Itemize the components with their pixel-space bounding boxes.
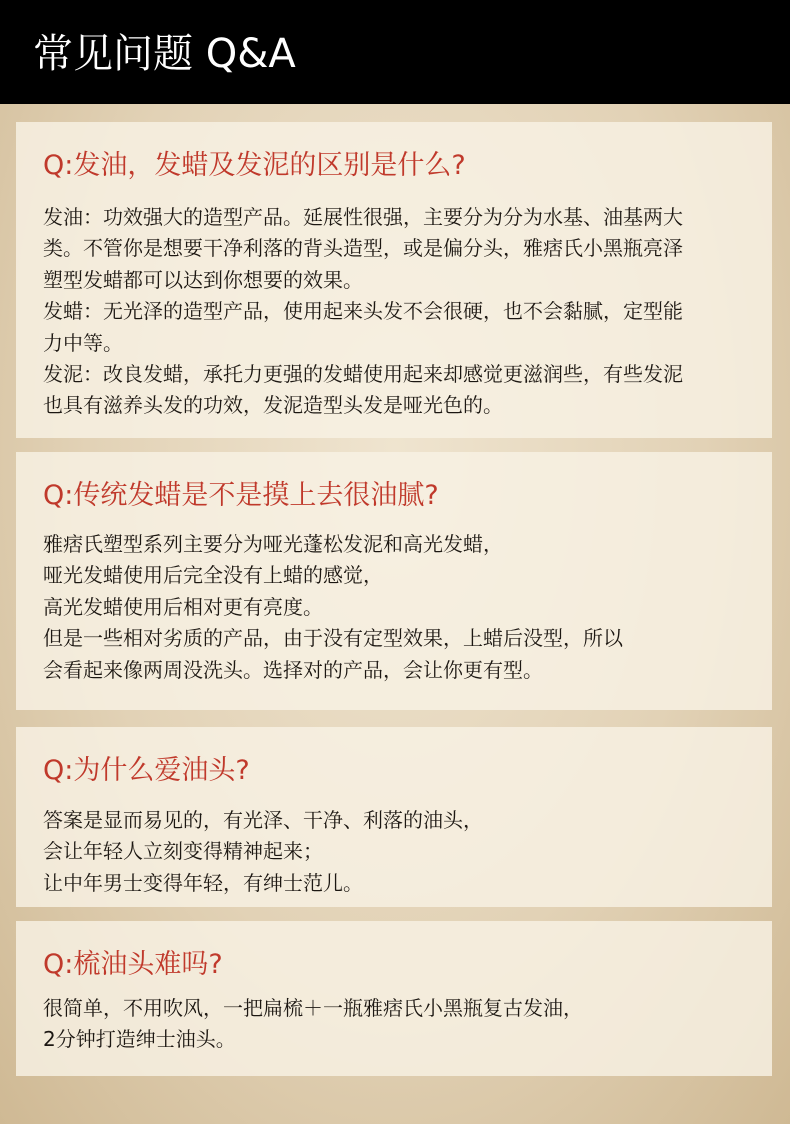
- answer-line: 类。不管你是想要干净利落的背头造型，或是偏分头，雅痞氏小黑瓶亮泽: [43, 236, 683, 261]
- page-title: 常见问题 Q&A: [33, 31, 296, 77]
- answer-line: 也具有滋养头发的功效，发泥造型头发是哑光色的。: [43, 393, 503, 418]
- answer-line: 发油：功效强大的造型产品。延展性很强，主要分为分为水基、油基两大: [43, 205, 683, 229]
- answer-line: 让中年男士变得年轻，有绅士范儿。: [43, 870, 363, 895]
- answer-line: 会看起来像两周没洗头。选择对的产品，会让你更有型。: [43, 657, 543, 682]
- faq-question: Q:梳油头难吗?: [43, 949, 223, 980]
- faq-question: Q:传统发蜡是不是摸上去很油腻?: [43, 480, 439, 511]
- answer-line: 高光发蜡使用后相对更有亮度。: [43, 594, 323, 619]
- answer-line: 发蜡：无光泽的造型产品，使用起来头发不会很硬，也不会黏腻，定型能: [43, 299, 683, 324]
- answer-line: 力中等。: [43, 330, 123, 355]
- page-header: [0, 0, 790, 104]
- answer-line: 塑型发蜡都可以达到你想要的效果。: [43, 267, 363, 292]
- answer-line: 哑光发蜡使用后完全没有上蜡的感觉，: [43, 563, 383, 588]
- faq-question: Q:发油，发蜡及发泥的区别是什么?: [43, 150, 466, 181]
- faq-item: [16, 122, 772, 438]
- answer-line: 答案是显而易见的，有光泽、干净、利落的油头，: [43, 808, 483, 832]
- answer-line: 2分钟打造绅士油头。: [43, 1027, 236, 1052]
- faq-question: Q:为什么爱油头?: [43, 755, 250, 786]
- faq-item: [16, 921, 772, 1076]
- faq-answer: [43, 202, 733, 422]
- faq-item: [16, 452, 772, 710]
- answer-line: 雅痞氏塑型系列主要分为哑光蓬松发泥和高光发蜡，: [43, 532, 503, 556]
- answer-line: 很简单，不用吹风，一把扁梳＋一瓶雅痞氏小黑瓶复古发油，: [43, 996, 583, 1020]
- answer-line: 会让年轻人立刻变得精神起来；: [43, 839, 323, 864]
- faq-item: [16, 727, 772, 907]
- faq-answer: [43, 529, 733, 686]
- faq-answer: [43, 805, 733, 899]
- answer-line: 但是一些相对劣质的产品，由于没有定型效果，上蜡后没型，所以: [43, 626, 623, 651]
- answer-line: 发泥：改良发蜡，承托力更强的发蜡使用起来却感觉更滋润些，有些发泥: [43, 362, 683, 387]
- faq-answer: [43, 993, 733, 1056]
